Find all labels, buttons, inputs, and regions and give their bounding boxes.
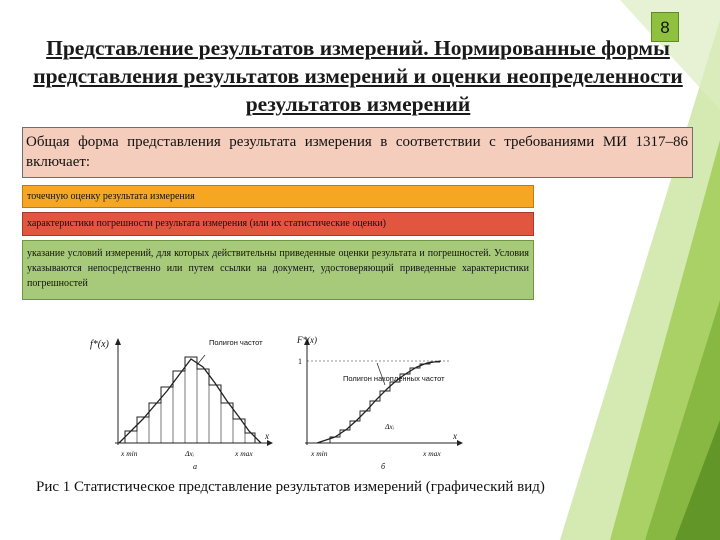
- panel-a-y-label: f*(x): [90, 339, 109, 350]
- histogram-bars: [125, 357, 255, 443]
- panel-a-histogram: [115, 338, 273, 446]
- panel-b-cumulative: [304, 338, 463, 446]
- statistical-figure: [85, 333, 465, 473]
- panel-b-xmax: x max: [423, 449, 441, 458]
- panel-a-annotation: [209, 338, 263, 347]
- item-measurement-conditions: указание условий измерений, для которых действительны приведенные оценки результата и погрешностей. Условия указываются непосредственно или путем ссылки на документ, удостоверяющий приведенные характеристики погрешностей: [22, 240, 534, 300]
- panel-b-annotation-text: Полигон накопленных частот: [343, 374, 445, 383]
- panel-a-xmin: x min: [121, 449, 138, 458]
- item-point-estimate: точечную оценку результата измерения: [22, 185, 534, 208]
- panel-a-x-label: x: [265, 431, 269, 441]
- panel-b-x-label: x: [453, 431, 457, 441]
- panel-b-y-tick: 1: [298, 357, 302, 366]
- panel-b-y-label: F*(x): [297, 335, 317, 345]
- panel-b-annotation: [343, 374, 445, 383]
- panel-b-letter: б: [381, 462, 386, 471]
- item-error-characteristics: характеристики погрешности результата измерения (или их статистические оценки): [22, 212, 534, 236]
- slide-number: 8: [651, 12, 679, 42]
- slide-title: Представление результатов измерений. Нормированные формы представления результатов измерений и оценки неопределенности результатов измерений: [33, 36, 683, 116]
- panel-a-letter: а: [193, 462, 197, 471]
- figure-caption: Рис 1 Статистическое представление результатов измерений (графический вид): [36, 479, 545, 495]
- frequency-polygon: [119, 359, 261, 443]
- panel-b-xmin: x min: [311, 449, 328, 458]
- panel-a-dx: Δxᵢ: [185, 449, 194, 458]
- intro-box: Общая форма представления результата измерения в соответствии с требованиями МИ 1317–86 включает:: [22, 127, 693, 178]
- panel-b-dx: Δxᵢ: [385, 422, 394, 431]
- panel-a-annotation-text: Полигон частот: [209, 338, 263, 347]
- panel-a-xmax: x max: [235, 449, 253, 458]
